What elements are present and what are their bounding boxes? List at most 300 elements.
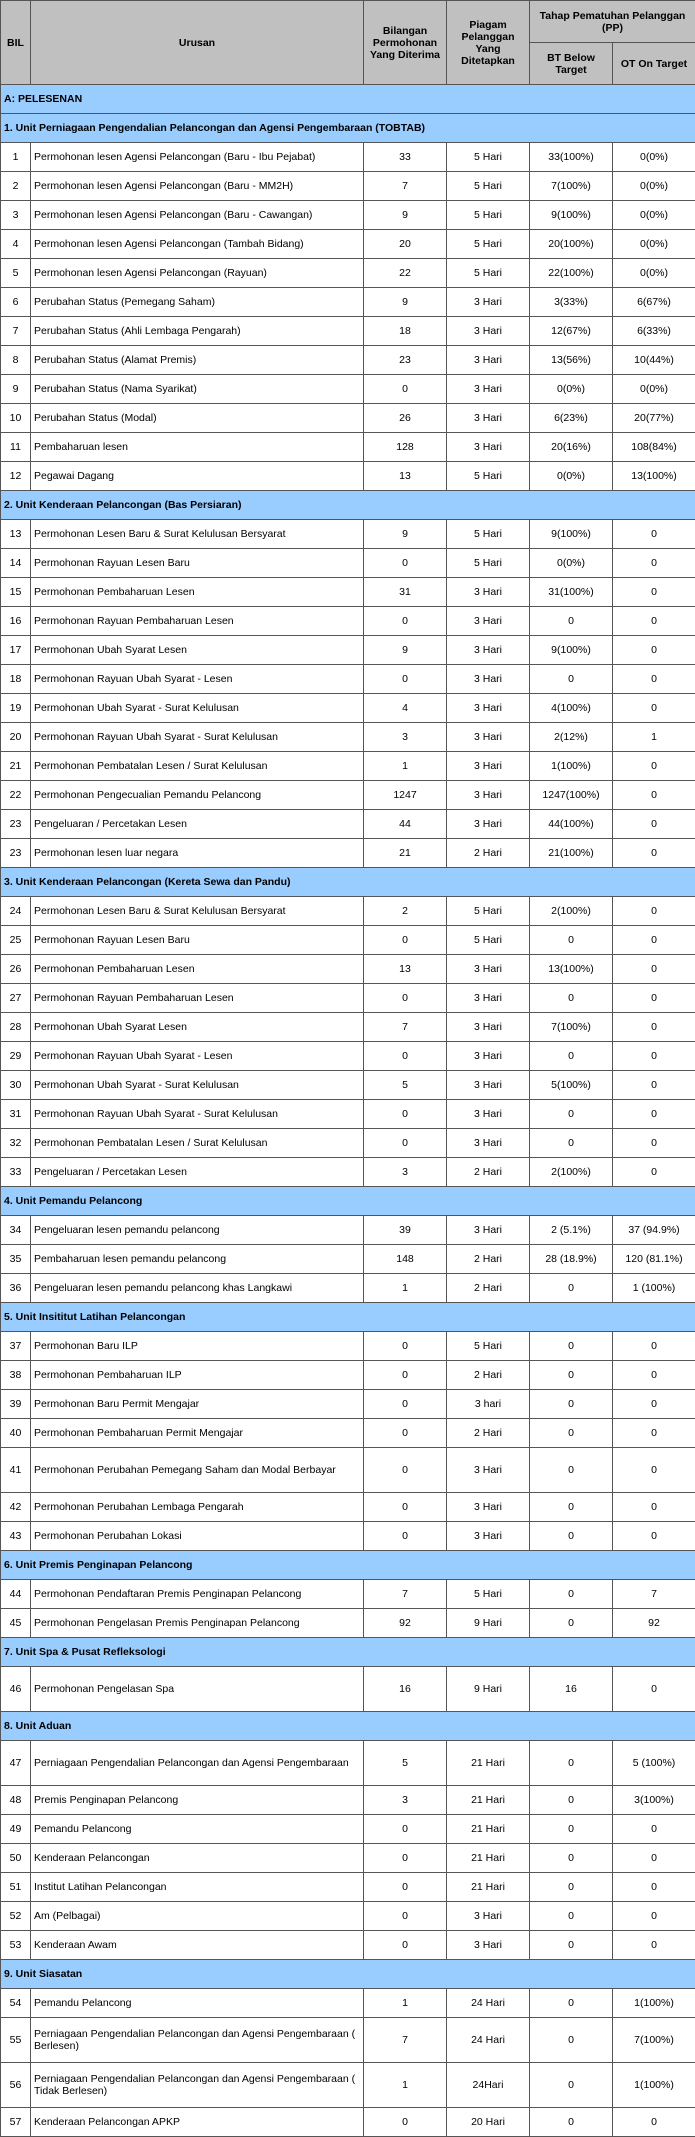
urusan-cell: Permohonan Rayuan Ubah Syarat - Surat Kelulusan (31, 1100, 364, 1129)
ot-cell: 1(100%) (613, 2063, 695, 2108)
piagam-cell: 9 Hari (447, 1609, 530, 1638)
urusan-cell: Perubahan Status (Modal) (31, 404, 364, 433)
urusan-cell: Permohonan Perubahan Lembaga Pengarah (31, 1493, 364, 1522)
urusan-cell: Am (Pelbagai) (31, 1902, 364, 1931)
table-row (1, 1873, 695, 1902)
bil-cell: 20 (1, 723, 31, 752)
ot-cell: 120 (81.1%) (613, 1245, 695, 1274)
bil-cell: 37 (1, 1332, 31, 1361)
urusan-cell: Perubahan Status (Alamat Premis) (31, 346, 364, 375)
bil-cell: 40 (1, 1419, 31, 1448)
urusan-cell: Permohonan Rayuan Pembaharuan Lesen (31, 607, 364, 636)
bil-cell: 18 (1, 665, 31, 694)
ot-cell: 0(0%) (613, 259, 695, 288)
ot-cell: 20(77%) (613, 404, 695, 433)
piagam-cell: 24 Hari (447, 1989, 530, 2018)
piagam-cell: 5 Hari (447, 201, 530, 230)
table-row (1, 375, 695, 404)
jumlah-cell: 92 (364, 1609, 447, 1638)
jumlah-cell: 1247 (364, 781, 447, 810)
urusan-cell: Permohonan Pembaharuan Permit Mengajar (31, 1419, 364, 1448)
piagam-cell: 5 Hari (447, 172, 530, 201)
bil-cell: 55 (1, 2018, 31, 2063)
ot-cell: 0 (613, 1844, 695, 1873)
jumlah-cell: 0 (364, 1931, 447, 1960)
bil-cell: 49 (1, 1815, 31, 1844)
piagam-cell: 3 Hari (447, 607, 530, 636)
table-body (1, 85, 695, 2137)
piagam-cell: 3 Hari (447, 665, 530, 694)
table-row (1, 1013, 695, 1042)
bil-cell: 8 (1, 346, 31, 375)
urusan-cell: Permohonan Lesen Baru & Surat Kelulusan Bersyarat (31, 520, 364, 549)
urusan-cell: Permohonan Rayuan Ubah Syarat - Surat Kelulusan (31, 723, 364, 752)
piagam-cell: 3 Hari (447, 752, 530, 781)
section-header (1, 1960, 695, 1989)
urusan-cell: Permohonan Rayuan Lesen Baru (31, 926, 364, 955)
urusan-cell: Kenderaan Pelancongan (31, 1844, 364, 1873)
jumlah-cell: 5 (364, 1741, 447, 1786)
table-row (1, 665, 695, 694)
section-title: 1. Unit Perniagaan Pengendalian Pelancongan dan Agensi Pengembaraan (TOBTAB) (1, 114, 695, 143)
table-row (1, 1844, 695, 1873)
table-row (1, 810, 695, 839)
urusan-cell: Pengeluaran / Percetakan Lesen (31, 810, 364, 839)
jumlah-cell: 0 (364, 1902, 447, 1931)
bil-cell: 51 (1, 1873, 31, 1902)
bil-cell: 48 (1, 1786, 31, 1815)
piagam-cell: 3 Hari (447, 1522, 530, 1551)
ot-cell: 0 (613, 1667, 695, 1712)
bil-cell: 19 (1, 694, 31, 723)
bt-cell: 22(100%) (530, 259, 613, 288)
ot-cell: 0 (613, 578, 695, 607)
ot-cell: 0 (613, 1873, 695, 1902)
bil-cell: 54 (1, 1989, 31, 2018)
bil-cell: 34 (1, 1216, 31, 1245)
piagam-cell: 3 Hari (447, 1931, 530, 1960)
ot-cell: 0 (613, 1522, 695, 1551)
ot-cell: 0 (613, 607, 695, 636)
piagam-cell: 3 Hari (447, 375, 530, 404)
bt-cell: 2(100%) (530, 1158, 613, 1187)
ot-cell: 37 (94.9%) (613, 1216, 695, 1245)
jumlah-cell: 0 (364, 1873, 447, 1902)
piagam-cell: 3 Hari (447, 1493, 530, 1522)
urusan-cell: Permohonan Perubahan Lokasi (31, 1522, 364, 1551)
bil-cell: 42 (1, 1493, 31, 1522)
table-row (1, 404, 695, 433)
ot-cell: 6(67%) (613, 288, 695, 317)
section-header (1, 1638, 695, 1667)
bt-cell: 2(12%) (530, 723, 613, 752)
jumlah-cell: 0 (364, 926, 447, 955)
piagam-cell: 3 Hari (447, 1100, 530, 1129)
jumlah-cell: 20 (364, 230, 447, 259)
jumlah-cell: 13 (364, 462, 447, 491)
ot-cell: 0 (613, 781, 695, 810)
bt-cell: 0 (530, 1361, 613, 1390)
table-row (1, 636, 695, 665)
jumlah-cell: 0 (364, 1419, 447, 1448)
piagam-cell: 5 Hari (447, 462, 530, 491)
bil-cell: 13 (1, 520, 31, 549)
piagam-cell: 3 Hari (447, 955, 530, 984)
piagam-cell: 21 Hari (447, 1873, 530, 1902)
bt-cell: 0 (530, 1580, 613, 1609)
ot-cell: 6(33%) (613, 317, 695, 346)
table-row (1, 1580, 695, 1609)
bt-cell: 0 (530, 1931, 613, 1960)
piagam-cell: 20 Hari (447, 2108, 530, 2137)
table-row (1, 1931, 695, 1960)
bt-cell: 0 (530, 1274, 613, 1303)
bil-cell: 39 (1, 1390, 31, 1419)
table-row (1, 607, 695, 636)
bil-cell: 2 (1, 172, 31, 201)
urusan-cell: Pengeluaran lesen pemandu pelancong (31, 1216, 364, 1245)
bil-cell: 24 (1, 897, 31, 926)
ot-cell: 0 (613, 1448, 695, 1493)
table-row (1, 1989, 695, 2018)
jumlah-cell: 0 (364, 1332, 447, 1361)
section-header (1, 1551, 695, 1580)
bil-cell: 12 (1, 462, 31, 491)
bt-cell: 0 (530, 1989, 613, 2018)
bt-cell: 0(0%) (530, 549, 613, 578)
urusan-cell: Permohonan Rayuan Ubah Syarat - Lesen (31, 665, 364, 694)
bt-cell: 1247(100%) (530, 781, 613, 810)
piagam-cell: 3 Hari (447, 723, 530, 752)
bt-cell: 0 (530, 984, 613, 1013)
ot-cell: 0 (613, 752, 695, 781)
piagam-cell: 5 Hari (447, 143, 530, 172)
urusan-cell: Perubahan Status (Ahli Lembaga Pengarah) (31, 317, 364, 346)
piagam-cell: 2 Hari (447, 839, 530, 868)
piagam-cell: 21 Hari (447, 1786, 530, 1815)
table-row (1, 897, 695, 926)
jumlah-cell: 26 (364, 404, 447, 433)
urusan-cell: Permohonan Ubah Syarat Lesen (31, 1013, 364, 1042)
ot-cell: 0(0%) (613, 201, 695, 230)
urusan-cell: Permohonan lesen Agensi Pelancongan (Rayuan) (31, 259, 364, 288)
ot-cell: 7(100%) (613, 2018, 695, 2063)
urusan-cell: Permohonan lesen Agensi Pelancongan (Baru - Ibu Pejabat) (31, 143, 364, 172)
piagam-cell: 3 Hari (447, 1216, 530, 1245)
ot-cell: 0 (613, 520, 695, 549)
table-row (1, 1448, 695, 1493)
jumlah-cell: 0 (364, 1361, 447, 1390)
section-header (1, 1303, 695, 1332)
header-tahap: Tahap Pematuhan Pelanggan (PP) (530, 1, 695, 43)
bt-cell: 20(16%) (530, 433, 613, 462)
table-row (1, 346, 695, 375)
jumlah-cell: 5 (364, 1071, 447, 1100)
urusan-cell: Permohonan Pembaharuan ILP (31, 1361, 364, 1390)
ot-cell: 0 (613, 1129, 695, 1158)
piagam-cell: 24 Hari (447, 2018, 530, 2063)
urusan-cell: Permohonan Baru Permit Mengajar (31, 1390, 364, 1419)
bil-cell: 3 (1, 201, 31, 230)
table-row (1, 984, 695, 1013)
urusan-cell: Pengeluaran / Percetakan Lesen (31, 1158, 364, 1187)
piagam-cell: 3 Hari (447, 1129, 530, 1158)
jumlah-cell: 0 (364, 1100, 447, 1129)
bt-cell: 9(100%) (530, 636, 613, 665)
ot-cell: 0 (613, 926, 695, 955)
jumlah-cell: 22 (364, 259, 447, 288)
ot-cell: 0 (613, 1071, 695, 1100)
jumlah-cell: 3 (364, 1786, 447, 1815)
bt-cell: 0 (530, 1419, 613, 1448)
bil-cell: 1 (1, 143, 31, 172)
piagam-cell: 24Hari (447, 2063, 530, 2108)
jumlah-cell: 3 (364, 723, 447, 752)
bil-cell: 27 (1, 984, 31, 1013)
bil-cell: 22 (1, 781, 31, 810)
table-row (1, 694, 695, 723)
ot-cell: 0 (613, 1100, 695, 1129)
ot-cell: 0 (613, 1902, 695, 1931)
urusan-cell: Permohonan Pembaharuan Lesen (31, 955, 364, 984)
table-row (1, 1522, 695, 1551)
table-row (1, 1129, 695, 1158)
table-row (1, 1100, 695, 1129)
bt-cell: 9(100%) (530, 201, 613, 230)
ot-cell: 92 (613, 1609, 695, 1638)
bil-cell: 6 (1, 288, 31, 317)
bil-cell: 47 (1, 1741, 31, 1786)
table-row (1, 2018, 695, 2063)
piagam-cell: 3 Hari (447, 1042, 530, 1071)
piagam-cell: 21 Hari (447, 1844, 530, 1873)
bt-cell: 3(33%) (530, 288, 613, 317)
urusan-cell: Permohonan Pengecualian Pemandu Pelancong (31, 781, 364, 810)
jumlah-cell: 0 (364, 1448, 447, 1493)
bil-cell: 38 (1, 1361, 31, 1390)
jumlah-cell: 7 (364, 1013, 447, 1042)
table-row (1, 1216, 695, 1245)
piagam-cell: 3 Hari (447, 984, 530, 1013)
bil-cell: 4 (1, 230, 31, 259)
piagam-cell: 3 Hari (447, 636, 530, 665)
bt-cell: 7(100%) (530, 1013, 613, 1042)
bil-cell: 52 (1, 1902, 31, 1931)
bt-cell: 13(100%) (530, 955, 613, 984)
table-row (1, 259, 695, 288)
table-row (1, 1815, 695, 1844)
bt-cell: 21(100%) (530, 839, 613, 868)
jumlah-cell: 4 (364, 694, 447, 723)
ot-cell: 0 (613, 665, 695, 694)
bil-cell: 33 (1, 1158, 31, 1187)
urusan-cell: Permohonan Rayuan Lesen Baru (31, 549, 364, 578)
ot-cell: 0 (613, 694, 695, 723)
bt-cell: 0 (530, 1390, 613, 1419)
bt-cell: 20(100%) (530, 230, 613, 259)
ot-cell: 5 (100%) (613, 1741, 695, 1786)
urusan-cell: Pegawai Dagang (31, 462, 364, 491)
table-row (1, 1042, 695, 1071)
urusan-cell: Permohonan Lesen Baru & Surat Kelulusan Bersyarat (31, 897, 364, 926)
bil-cell: 28 (1, 1013, 31, 1042)
jumlah-cell: 1 (364, 1989, 447, 2018)
bil-cell: 5 (1, 259, 31, 288)
piagam-cell: 5 Hari (447, 926, 530, 955)
piagam-cell: 5 Hari (447, 1580, 530, 1609)
bil-cell: 16 (1, 607, 31, 636)
urusan-cell: Permohonan Rayuan Ubah Syarat - Lesen (31, 1042, 364, 1071)
bt-cell: 0(0%) (530, 462, 613, 491)
jumlah-cell: 9 (364, 520, 447, 549)
table-row (1, 230, 695, 259)
bt-cell: 2(100%) (530, 897, 613, 926)
ot-cell: 7 (613, 1580, 695, 1609)
urusan-cell: Permohonan Pembaharuan Lesen (31, 578, 364, 607)
table-row (1, 1071, 695, 1100)
bt-cell: 7(100%) (530, 172, 613, 201)
header-urusan: Urusan (31, 1, 364, 85)
ot-cell: 0 (613, 839, 695, 868)
jumlah-cell: 0 (364, 1390, 447, 1419)
header-bilangan: Bilangan Permohonan Yang Diterima (364, 1, 447, 85)
section-title: 7. Unit Spa & Pusat Refleksologi (1, 1638, 695, 1667)
bt-cell: 0 (530, 1042, 613, 1071)
bil-cell: 44 (1, 1580, 31, 1609)
jumlah-cell: 33 (364, 143, 447, 172)
urusan-cell: Permohonan Pembatalan Lesen / Surat Kelulusan (31, 1129, 364, 1158)
bt-cell: 2 (5.1%) (530, 1216, 613, 1245)
category-row (1, 85, 695, 114)
urusan-cell: Pemandu Pelancong (31, 1815, 364, 1844)
table-row (1, 317, 695, 346)
ot-cell: 3(100%) (613, 1786, 695, 1815)
bt-cell: 0 (530, 1448, 613, 1493)
urusan-cell: Permohonan lesen Agensi Pelancongan (Baru - Cawangan) (31, 201, 364, 230)
section-header (1, 868, 695, 897)
ot-cell: 0 (613, 1332, 695, 1361)
header-bt: BT Below Target (530, 43, 613, 85)
section-title: 2. Unit Kenderaan Pelancongan (Bas Persiaran) (1, 491, 695, 520)
bil-cell: 43 (1, 1522, 31, 1551)
bt-cell: 0 (530, 665, 613, 694)
bil-cell: 46 (1, 1667, 31, 1712)
jumlah-cell: 44 (364, 810, 447, 839)
bil-cell: 32 (1, 1129, 31, 1158)
bt-cell: 31(100%) (530, 578, 613, 607)
table-row (1, 1332, 695, 1361)
table-row (1, 549, 695, 578)
piagam-cell: 5 Hari (447, 230, 530, 259)
bil-cell: 56 (1, 2063, 31, 2108)
bil-cell: 31 (1, 1100, 31, 1129)
section-title: 6. Unit Premis Penginapan Pelancong (1, 1551, 695, 1580)
urusan-cell: Institut Latihan Pelancongan (31, 1873, 364, 1902)
jumlah-cell: 0 (364, 2108, 447, 2137)
table-row (1, 2108, 695, 2137)
jumlah-cell: 0 (364, 1129, 447, 1158)
table-row (1, 2063, 695, 2108)
table-row (1, 1274, 695, 1303)
urusan-cell: Permohonan lesen luar negara (31, 839, 364, 868)
piagam-cell: 2 Hari (447, 1158, 530, 1187)
piagam-cell: 21 Hari (447, 1815, 530, 1844)
jumlah-cell: 18 (364, 317, 447, 346)
table-row (1, 723, 695, 752)
bt-cell: 0 (530, 1332, 613, 1361)
piagam-cell: 2 Hari (447, 1361, 530, 1390)
jumlah-cell: 1 (364, 1274, 447, 1303)
table-row (1, 520, 695, 549)
piagam-cell: 3 Hari (447, 433, 530, 462)
urusan-cell: Perniagaan Pengendalian Pelancongan dan Agensi Pengembaraan ( Tidak Berlesen) (31, 2063, 364, 2108)
table-row (1, 1245, 695, 1274)
piagam-cell: 3 Hari (447, 1902, 530, 1931)
bil-cell: 9 (1, 375, 31, 404)
bil-cell: 30 (1, 1071, 31, 1100)
header-piagam: Piagam Pelanggan Yang Ditetapkan (447, 1, 530, 85)
ot-cell: 0 (613, 984, 695, 1013)
ot-cell: 0 (613, 810, 695, 839)
jumlah-cell: 0 (364, 1493, 447, 1522)
jumlah-cell: 39 (364, 1216, 447, 1245)
jumlah-cell: 148 (364, 1245, 447, 1274)
section-title: 3. Unit Kenderaan Pelancongan (Kereta Sewa dan Pandu) (1, 868, 695, 897)
urusan-cell: Perubahan Status (Pemegang Saham) (31, 288, 364, 317)
header-bil: BIL (1, 1, 31, 85)
section-header (1, 491, 695, 520)
jumlah-cell: 9 (364, 636, 447, 665)
piagam-cell: 2 Hari (447, 1274, 530, 1303)
jumlah-cell: 7 (364, 1580, 447, 1609)
bil-cell: 23 (1, 810, 31, 839)
bt-cell: 33(100%) (530, 143, 613, 172)
urusan-cell: Permohonan Ubah Syarat Lesen (31, 636, 364, 665)
bt-cell: 0 (530, 1741, 613, 1786)
piagam-cell: 5 Hari (447, 549, 530, 578)
bt-cell: 0 (530, 1873, 613, 1902)
jumlah-cell: 9 (364, 201, 447, 230)
ot-cell: 1 (613, 723, 695, 752)
jumlah-cell: 0 (364, 1844, 447, 1873)
table-row (1, 752, 695, 781)
table-row (1, 1361, 695, 1390)
piagam-cell: 21 Hari (447, 1741, 530, 1786)
jumlah-cell: 128 (364, 433, 447, 462)
header-ot: OT On Target (613, 43, 695, 85)
piagam-cell: 2 Hari (447, 1245, 530, 1274)
piagam-cell: 3 Hari (447, 404, 530, 433)
urusan-cell: Permohonan Rayuan Pembaharuan Lesen (31, 984, 364, 1013)
ot-cell: 0 (613, 1419, 695, 1448)
bt-cell: 4(100%) (530, 694, 613, 723)
table-row (1, 1390, 695, 1419)
piagam-cell: 3 Hari (447, 346, 530, 375)
table-row (1, 926, 695, 955)
ot-cell: 0(0%) (613, 375, 695, 404)
piagam-cell: 3 Hari (447, 1448, 530, 1493)
table-row (1, 1419, 695, 1448)
jumlah-cell: 9 (364, 288, 447, 317)
ot-cell: 0(0%) (613, 230, 695, 259)
bt-cell: 5(100%) (530, 1071, 613, 1100)
bt-cell: 12(67%) (530, 317, 613, 346)
section-header (1, 114, 695, 143)
section-title: 9. Unit Siasatan (1, 1960, 695, 1989)
table-row (1, 172, 695, 201)
piagam-cell: 3 Hari (447, 781, 530, 810)
bt-cell: 0 (530, 1786, 613, 1815)
